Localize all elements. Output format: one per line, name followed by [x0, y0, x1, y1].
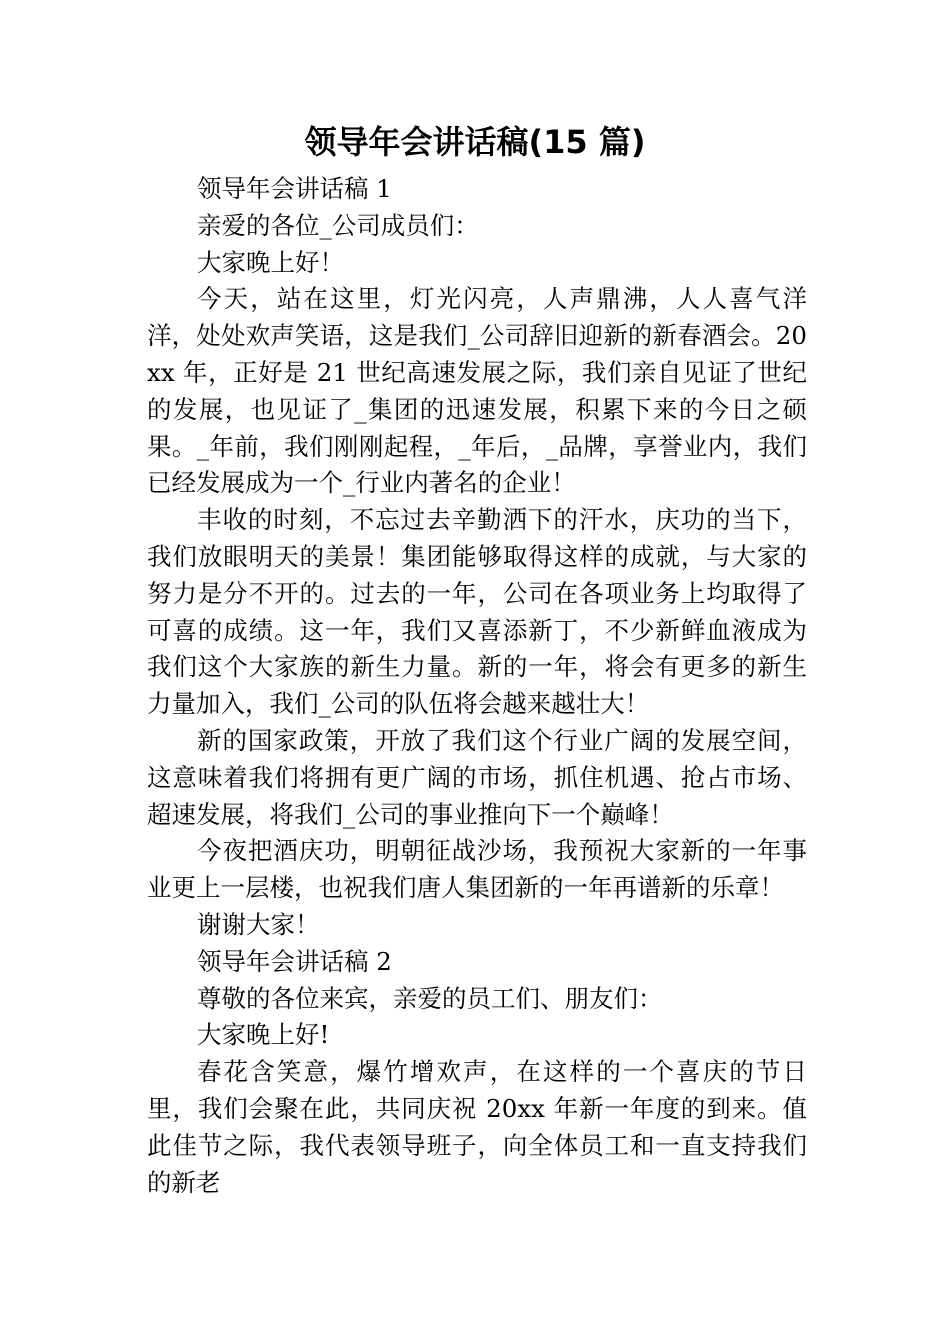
document-title: 领导年会讲话稿(15 篇)	[304, 123, 646, 161]
closing-thanks: 谢谢大家！	[197, 909, 320, 939]
body-paragraph: 春花含笑意，爆竹增欢声，在这样的一个喜庆的节日里，我们会聚在此，共同庆祝 20xx 年新一年度的到来。值此佳节之际，我代表领导班子，向全体员工和一直支持我们的新老	[147, 1057, 807, 1197]
salutation: 尊敬的各位来宾，亲爱的员工们、朋友们：	[197, 983, 663, 1013]
document-body	[147, 171, 807, 1201]
body-paragraph: 丰收的时刻，不忘过去辛勤洒下的汗水，庆功的当下，我们放眼明天的美景！集团能够取得这样的成就，与大家的努力是分不开的。过去的一年，公司在各项业务上均取得了可喜的成绩。这一年，我们又喜添新丁，不少新鲜血液成为我们这个大家族的新生力量。新的一年，将会有更多的新生力量加入，我们_公司的队伍将会越来越壮大！	[147, 505, 807, 719]
body-paragraph: 新的国家政策，开放了我们这个行业广阔的发展空间，这意味着我们将拥有更广阔的市场，抓住机遇、抢占市场、超速发展，将我们_公司的事业推向下一个巅峰！	[147, 725, 807, 829]
salutation: 亲爱的各位_公司成员们：	[197, 210, 479, 240]
section-heading: 领导年会讲话稿 1	[197, 174, 392, 203]
section-heading: 领导年会讲话稿 2	[197, 946, 392, 976]
greeting: 大家晚上好!	[197, 1020, 330, 1050]
greeting: 大家晚上好！	[197, 247, 344, 277]
body-paragraph: 今天，站在这里，灯光闪亮，人声鼎沸，人人喜气洋洋，处处欢声笑语，这是我们_公司辞旧迎新的新春酒会。20xx 年，正好是 21 世纪高速发展之际，我们亲自见证了世纪的发展，也见证了_集团的迅速发展，积累下来的今日之硕果。_年前，我们刚刚起程，_年后，_品牌，享誉业内，我们已经发展成为一个_行业内著名的企业！	[147, 284, 807, 498]
body-paragraph: 今夜把酒庆功，明朝征战沙场，我预祝大家新的一年事业更上一层楼，也祝我们唐人集团新的一年再谱新的乐章！	[147, 836, 807, 903]
